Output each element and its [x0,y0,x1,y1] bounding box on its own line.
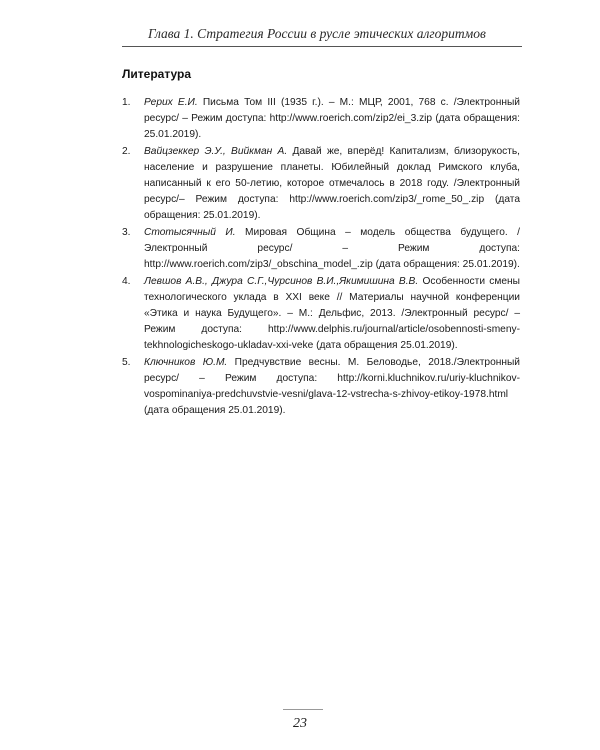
reference-number: 3. [122,227,131,238]
reference-author: Стотысячный И. [144,227,236,238]
reference-text-block [144,225,520,273]
reference-text-block [144,355,520,419]
reference-text-block [144,274,520,354]
reference-description: Особенности смены технологического уклада в XXI веке // Материалы научной конференции «Этика и наука Будущего». – М.: Дельфис, 2013. /Электронный ресурс/ – Режим доступа: http://www.delphis.ru/journal/article/osobennosti-smeny-tekhnologicheskogo-ukladav-xxi-veke (дата обращения 25.01.2019). [144,276,520,351]
reference-item [122,274,520,354]
section-heading: Литература [122,67,192,81]
reference-item [122,355,520,419]
reference-text-block [144,144,520,224]
reference-number: 4. [122,276,131,287]
reference-author: Рерих Е.И. [144,97,198,108]
reference-list [122,95,520,420]
footer-divider [283,709,323,710]
reference-number: 2. [122,146,131,157]
reference-item [122,144,520,224]
reference-item [122,225,520,273]
reference-author: Вайцзеккер Э.У., Вийкман А. [144,146,288,157]
reference-description: Предчувствие весны. М. Беловодье, 2018./Электронный ресурс/ – Режим доступа: http://korni.kluchnikov.ru/uriy-kluchnikov-vospominaniya-predchuvstvie-vesni/glava-12-vstrecha-s-zhivoy-etikoy-1978.html (дата обращения 25.01.2019). [144,357,520,416]
reference-text-block [144,95,520,143]
page-number: 23 [293,716,307,731]
reference-description: Давай же, вперёд! Капитализм, близорукость, население и разрушение планеты. Юбилейный доклад Римского клуба, написанный к его 50-летию, которое отмечалось в 2018 году. /Электронный ресурс/– Режим доступа: http://www.roerich.com/zip3/_rome_50_.zip (дата обращения: 25.01.2019). [144,146,521,221]
reference-author: Левшов А.В., Джура С.Г.,Чурсинов В.И.,Якимишина В.В. [144,276,419,287]
reference-number: 5. [122,357,131,368]
header-divider [122,46,522,47]
reference-author: Ключников Ю.М. [144,357,228,368]
reference-description: Письма Том III (1935 г.). – М.: МЦР, 2001, 768 с. /Электронный ресурс/ – Режим доступа: http://www.roerich.com/zip2/ei_3.zip (дата обращения: 25.01.2019). [144,97,520,140]
reference-item [122,95,520,143]
reference-description: Мировая Община – модель общества будущего. /Электронный ресурс/ – Режим доступа: http://www.roerich.com/zip3/_obschina_model_.zip (дата обращения: 25.01.2019). [144,227,521,270]
reference-number: 1. [122,97,131,108]
running-header-title: Глава 1. Стратегия России в русле этических алгоритмов [148,26,486,41]
